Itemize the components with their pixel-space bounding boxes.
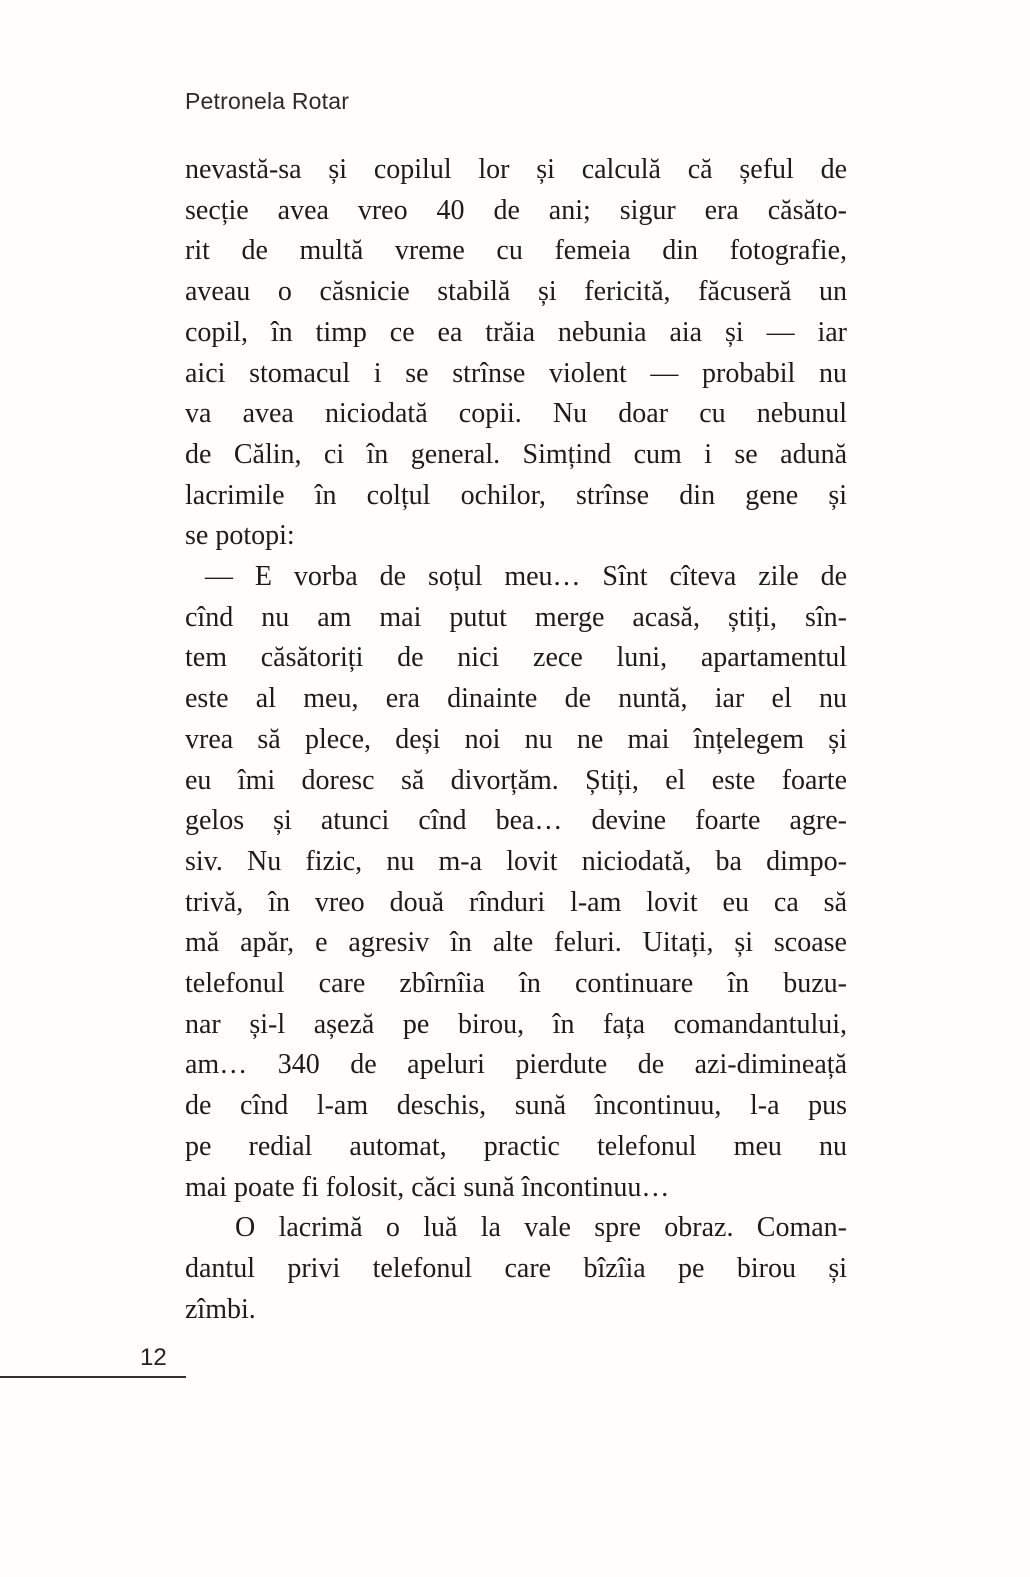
text-line: aveau o căsnicie stabilă și fericită, făcuseră un: [185, 276, 847, 308]
text-line: lacrimile în colțul ochilor, strînse din gene și: [185, 479, 847, 511]
text-line: cînd nu am mai putut merge acasă, știți, sîn-: [185, 601, 847, 633]
text-line: rit de multă vreme cu femeia din fotografie,: [185, 235, 847, 267]
running-header-author: Petronela Rotar: [185, 88, 350, 114]
text-line-paragraph-end: zîmbi.: [185, 1293, 256, 1325]
text-line: gelos și atunci cînd bea… devine foarte agre-: [185, 805, 847, 837]
text-line-paragraph-start: O lacrimă o luă la vale spre obraz. Coman-: [235, 1212, 847, 1244]
text-line: dantul privi telefonul care bîzîia pe birou și: [185, 1252, 847, 1284]
page-number: 12: [140, 1344, 167, 1371]
text-line: mă apăr, e agresiv în alte feluri. Uitați, și scoase: [185, 927, 847, 959]
text-line: de cînd l-am deschis, sună încontinuu, l-a pus: [185, 1090, 847, 1122]
text-line: pe redial automat, practic telefonul meu nu: [185, 1130, 847, 1162]
text-line: secție avea vreo 40 de ani; sigur era căsăto-: [185, 194, 847, 226]
body-text-block: [185, 150, 847, 1330]
text-line: am… 340 de apeluri pierdute de azi-dimineață: [185, 1049, 847, 1081]
text-line: copil, în timp ce ea trăia nebunia aia și — iar: [185, 316, 847, 348]
text-line: vrea să plece, deși noi nu ne mai înțelegem și: [185, 723, 847, 755]
text-line: este al meu, era dinainte de nuntă, iar el nu: [185, 683, 847, 715]
text-line: nar și-l așeză pe birou, în fața comandantului,: [185, 1008, 847, 1040]
text-line: de Călin, ci în general. Simțind cum i se adună: [185, 438, 847, 470]
text-line-paragraph-end: mai poate fi folosit, căci sună încontinuu…: [185, 1171, 670, 1203]
text-line-dialog-start: — E vorba de soțul meu… Sînt cîteva zile de: [205, 561, 847, 593]
footer-rule: [0, 1376, 186, 1378]
text-line: eu îmi doresc să divorțăm. Știți, el este foarte: [185, 764, 847, 796]
text-line: telefonul care zbîrnîia în continuare în buzu-: [185, 968, 847, 1000]
text-line: va avea niciodată copii. Nu doar cu nebunul: [185, 398, 847, 430]
text-line: trivă, în vreo două rînduri l-am lovit eu ca să: [185, 886, 847, 918]
text-line: siv. Nu fizic, nu m-a lovit niciodată, ba dimpo-: [185, 845, 847, 877]
text-line: tem căsătoriți de nici zece luni, apartamentul: [185, 642, 847, 674]
text-line-paragraph-end: se potopi:: [185, 520, 295, 552]
text-line: aici stomacul i se strînse violent — probabil nu: [185, 357, 847, 389]
text-line: nevastă-sa și copilul lor și calculă că șeful de: [185, 154, 847, 185]
